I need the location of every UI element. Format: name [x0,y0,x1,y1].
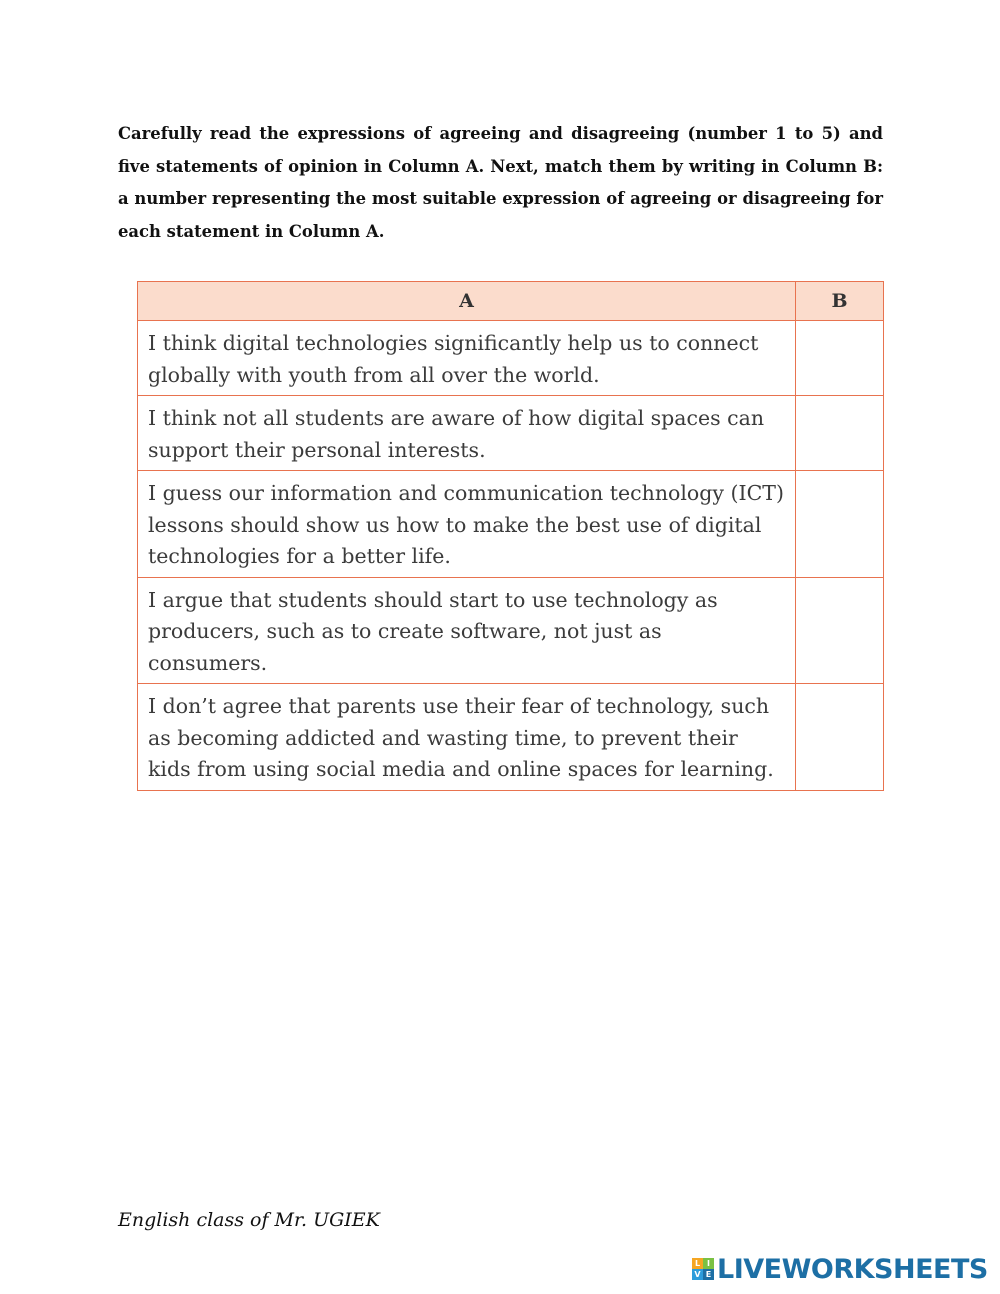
answer-cell[interactable] [796,684,884,791]
logo-letter: E [703,1269,714,1280]
column-b-header: B [796,282,884,321]
matching-table [137,281,884,791]
logo-letter: I [703,1258,714,1269]
footer-credit: English class of Mr. UGIEK [118,1209,380,1231]
answer-cell[interactable] [796,471,884,578]
instructions-text: Carefully read the expressions of agreeing and disagreeing (number 1 to 5) and five statements of opinion in Column A. Next, match them by writing in Column B: a number representing the most suitable expression of agreeing or disagreeing for each statement in Column A. [118,124,883,241]
statement-cell: I guess our information and communication technology (ICT) lessons should show us how to make the best use of digital technologies for a better life. [138,471,796,578]
logo-letter: V [692,1269,703,1280]
table-row [138,471,884,578]
answer-cell[interactable] [796,577,884,684]
statement-cell: I think not all students are aware of how digital spaces can support their personal interests. [138,396,796,471]
table-header-row [138,282,884,321]
table-row [138,684,884,791]
liveworksheets-logo-icon [692,1258,714,1280]
answer-cell[interactable] [796,396,884,471]
brand-name: LIVEWORKSHEETS [717,1253,988,1285]
table-row [138,396,884,471]
table-row [138,321,884,396]
table-row [138,577,884,684]
liveworksheets-brand [692,1253,988,1285]
statement-cell: I argue that students should start to use technology as producers, such as to create software, not just as consumers. [138,577,796,684]
answer-cell[interactable] [796,321,884,396]
statement-cell: I think digital technologies significantly help us to connect globally with youth from all over the world. [138,321,796,396]
logo-letter: L [692,1258,703,1269]
column-a-header: A [138,282,796,321]
statement-cell: I don’t agree that parents use their fear of technology, such as becoming addicted and wasting time, to prevent their kids from using social media and online spaces for learning. [138,684,796,791]
